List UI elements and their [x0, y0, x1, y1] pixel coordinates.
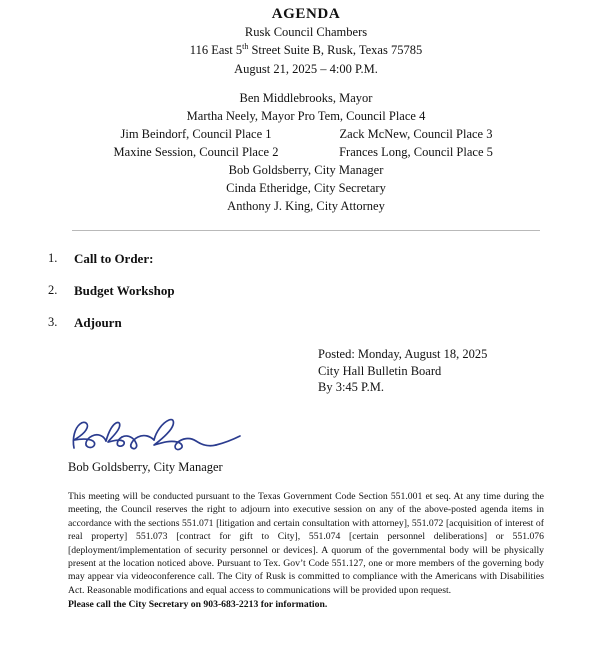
- official-place-1: Jim Beindorf, Council Place 1: [120, 127, 272, 142]
- legal-body: This meeting will be conducted pursuant to the Texas Government Code Section 551.001 et seq. At any time during the meeting, the Council reserves the right to adjourn into executive session on any of the above-posted agenda items in accordance with the sections 551.071 [litigation and certain consultation with attorney], 551.072 [acquisition of interest of real property] 551.073 [contract for gift to City], 551.074 [certain personnel deliberations] or 551.076 [deployment/implementation of security personnel or devices]. A quorum of the governmental body will be physically present at the location noticed above. Pursuant to Tex. Gov’t Code 551.127, one or more members of the governing body may appear via videoconference call. The City of Rusk is committed to compliance with the Americans with Disabilities Act. Reasonable modifications and equal access to communications will be provided upon request.: [68, 491, 544, 596]
- agenda-item-label: Adjourn: [74, 315, 122, 331]
- address-prefix: 116 East 5: [189, 43, 243, 58]
- officials-row-1: [86, 127, 526, 142]
- signature-block: [0, 430, 612, 478]
- legal-notice: [68, 490, 544, 611]
- venue-name: Rusk Council Chambers: [244, 25, 368, 39]
- agenda-item-number: 3.: [48, 315, 58, 330]
- posting-location: City Hall Bulletin Board: [318, 363, 442, 378]
- section-divider: [72, 230, 540, 231]
- official-mayor-pro-tem: Martha Neely, Mayor Pro Tem, Council Place 4: [186, 109, 426, 124]
- agenda-item-number: 2.: [48, 283, 58, 298]
- list-item: [48, 315, 612, 331]
- agenda-list: [0, 251, 612, 331]
- agenda-document: [0, 6, 612, 656]
- officials-block: [0, 91, 612, 214]
- contact-line: Please call the City Secretary on 903-683-2213 for information.: [68, 599, 328, 611]
- official-city-secretary: Cinda Etheridge, City Secretary: [226, 181, 386, 196]
- posting-date: Posted: Monday, August 18, 2025: [318, 347, 488, 362]
- address-suffix: Street Suite B, Rusk, Texas 75785: [248, 43, 423, 58]
- venue-address: [0, 42, 612, 58]
- agenda-item-label: Budget Workshop: [74, 283, 175, 299]
- agenda-item-label: Call to Order:: [74, 251, 154, 267]
- official-place-5: Frances Long, Council Place 5: [339, 145, 493, 160]
- signer-name: Bob Goldsberry, City Manager: [68, 460, 223, 475]
- officials-row-2: [86, 145, 526, 160]
- meeting-datetime: August 21, 2025 – 4:00 P.M.: [234, 62, 378, 77]
- address-ordinal-suffix: th: [242, 42, 249, 51]
- list-item: [48, 251, 612, 267]
- official-mayor: Ben Middlebrooks, Mayor: [239, 91, 373, 106]
- document-header: [0, 6, 612, 77]
- list-item: [48, 283, 612, 299]
- posting-notice: [0, 347, 612, 396]
- page-title: AGENDA: [271, 6, 341, 22]
- posting-time: By 3:45 P.M.: [318, 380, 384, 395]
- official-place-3: Zack McNew, Council Place 3: [339, 127, 493, 142]
- agenda-item-number: 1.: [48, 251, 58, 266]
- official-place-2: Maxine Session, Council Place 2: [113, 145, 279, 160]
- official-city-manager: Bob Goldsberry, City Manager: [228, 163, 384, 178]
- handwritten-signature-icon: [66, 414, 246, 460]
- official-city-attorney: Anthony J. King, City Attorney: [227, 199, 385, 214]
